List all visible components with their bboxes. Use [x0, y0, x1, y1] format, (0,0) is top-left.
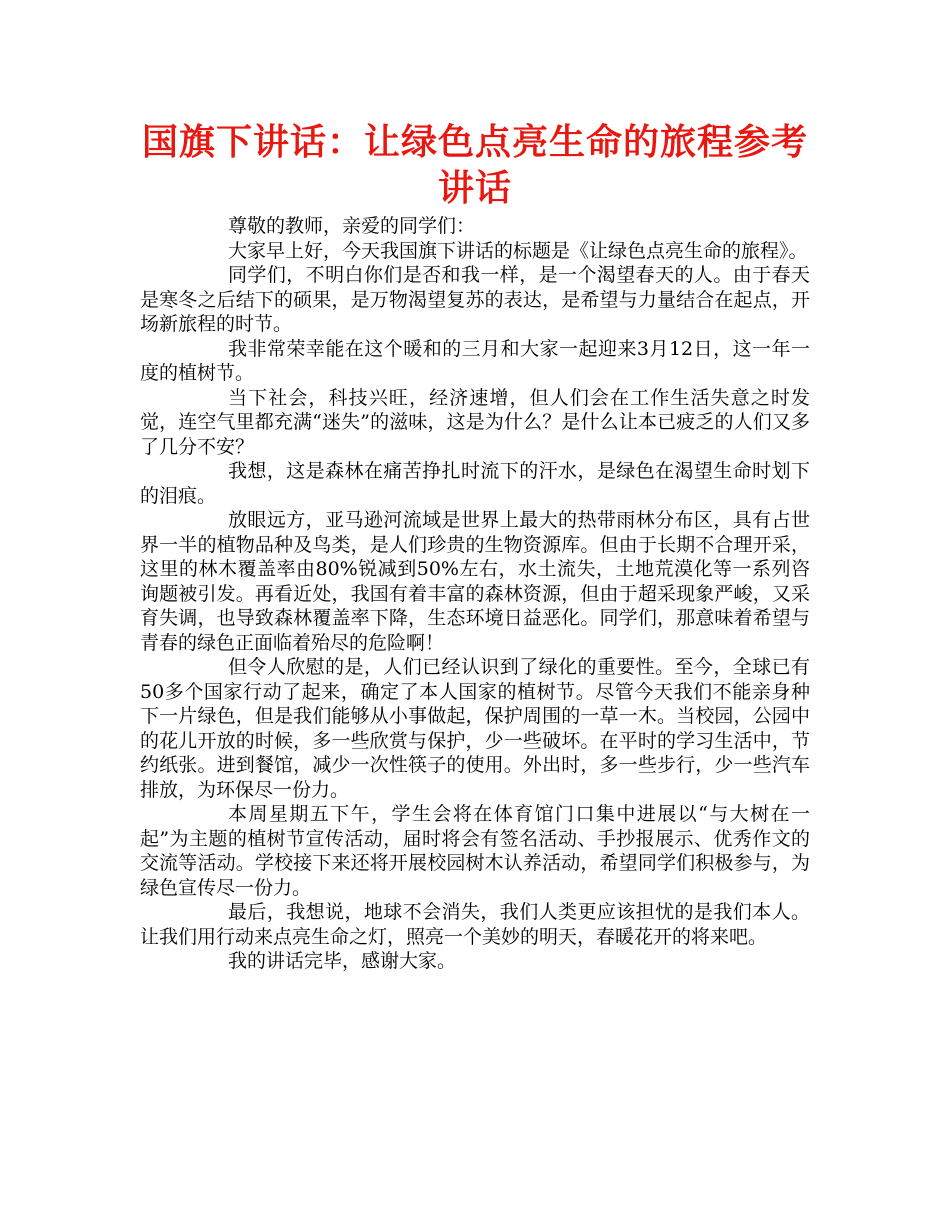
paragraph: 本周星期五下午，学生会将在体育馆门口集中进展以“与大树在一起”为主题的植树节宣传活动，届时将会有签名活动、手抄报展示、优秀作文的交流等活动。学校接下来还将开展校园树木认养活动，希望同学们积极参与，为绿色宣传尽一份力。: [140, 803, 810, 899]
paragraph: 当下社会，科技兴旺，经济速增，但人们会在工作生活失意之时发觉，连空气里都充满“迷失”的滋味，这是为什么？是什么让本已疲乏的人们又多了几分不安？: [140, 386, 810, 458]
paragraph: 但令人欣慰的是，人们已经认识到了绿化的重要性。至今，全球已有50多个国家行动了起来，确定了本人国家的植树节。尽管今天我们不能亲身种下一片绿色，但是我们能够从小事做起，保护周围的一草一木。当校园，公园中的花儿开放的时候，多一些欣赏与保护，少一些破坏。在平时的学习生活中，节约纸张。进到餐馆，减少一次性筷子的使用。外出时，多一些步行，少一些汽车排放，为环保尽一份力。: [140, 656, 810, 801]
paragraph: 大家早上好，今天我国旗下讲话的标题是《让绿色点亮生命的旅程》。: [228, 239, 808, 262]
paragraph: 最后，我想说，地球不会消失，我们人类更应该担忧的是我们本人。让我们用行动来点亮生命之灯，照亮一个美妙的明天，春暖花开的将来吧。: [140, 901, 810, 948]
paragraph: 同学们，不明白你们是否和我一样，是一个渴望春天的人。由于春天是寒冬之后结下的硕果，是万物渴望复苏的表达，是希望与力量结合在起点，开场新旅程的时节。: [140, 264, 810, 335]
paragraph: 我非常荣幸能在这个暖和的三月和大家一起迎来3月12日，这一年一度的植树节。: [140, 337, 810, 384]
paragraph: 放眼远方，亚马逊河流域是世界上最大的热带雨林分布区，具有占世界一半的植物品种及鸟类，是人们珍贵的生物资源库。但由于长期不合理开采，这里的林木覆盖率由80%锐减到50%左右，水土流失，土地荒漠化等一系列咨询题被引发。再看近处，我国有着丰富的森林资源，但由于超采现象严峻，又采育失调，也导致森林覆盖率下降，生态环境日益恶化。同学们，那意味着希望与青春的绿色正面临着殆尽的危险啊！: [140, 509, 810, 654]
paragraph-salutation: 尊敬的教师，亲爱的同学们：: [228, 215, 476, 237]
paragraph: 我想，这是森林在痛苦挣扎时流下的汗水，是绿色在渴望生命时划下的泪痕。: [140, 460, 810, 507]
paragraph-closing: 我的讲话完毕，感谢大家。: [228, 950, 457, 972]
document-body: [140, 214, 810, 974]
document-title: 国旗下讲话：让绿色点亮生命的旅程参考讲话: [141, 122, 808, 209]
